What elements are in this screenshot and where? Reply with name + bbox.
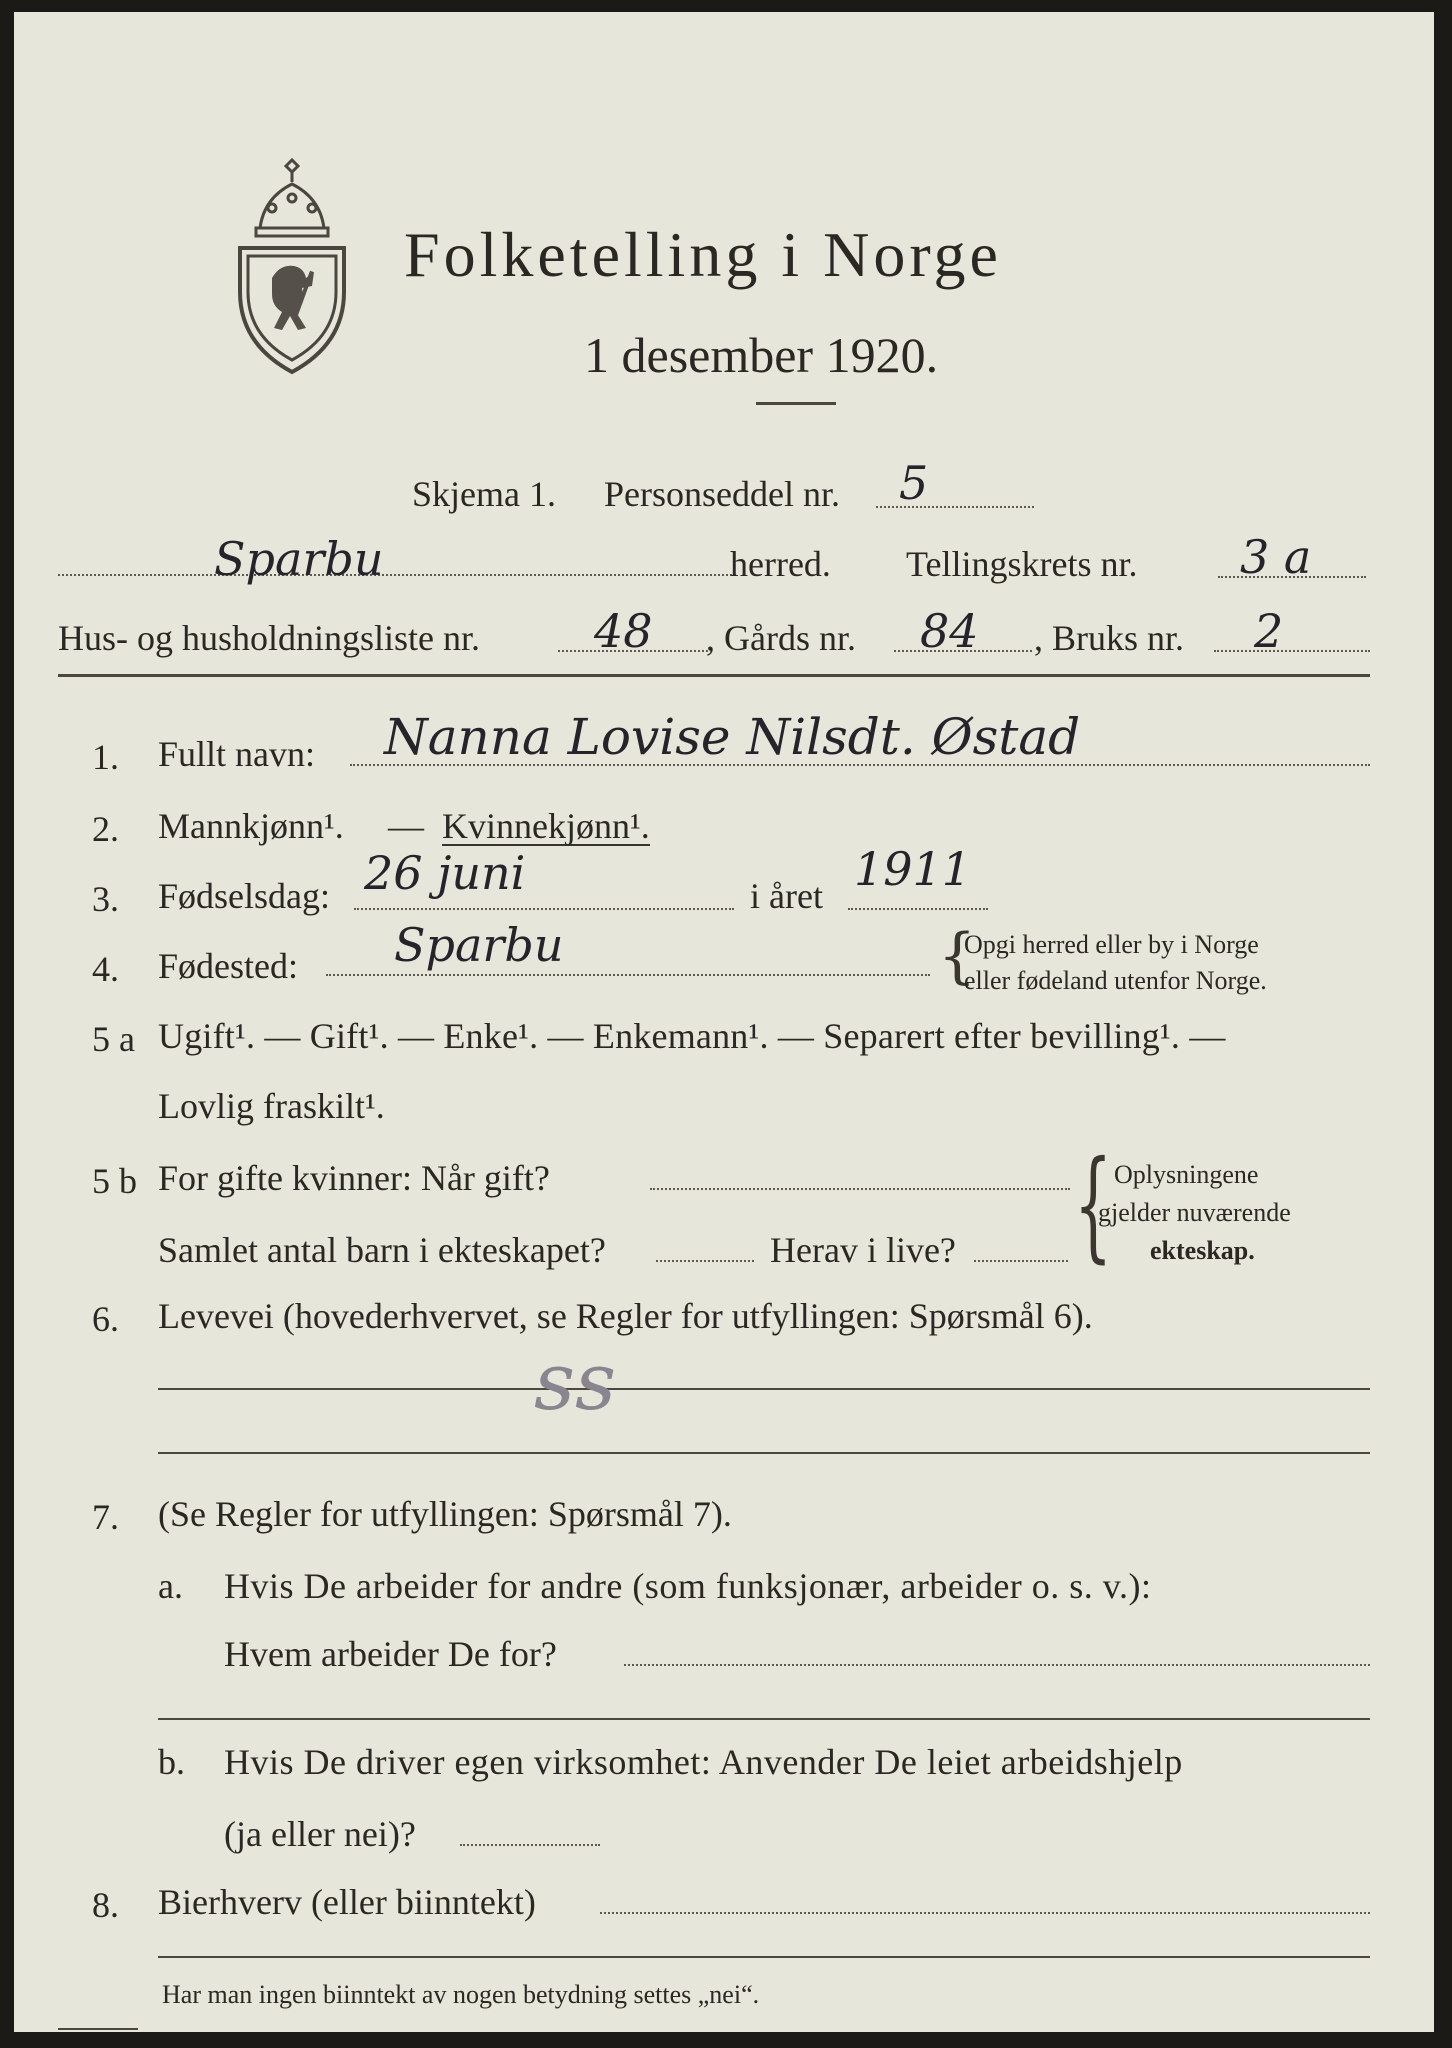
- herred-value: Sparbu: [214, 532, 384, 586]
- q4-note-line-2: eller fødeland utenfor Norge.: [964, 966, 1267, 995]
- form-date: 1 desember 1920.: [584, 327, 939, 383]
- q2-dash: —: [388, 806, 424, 846]
- personseddel-value: 5: [899, 456, 929, 510]
- children-field[interactable]: [656, 1260, 754, 1262]
- employer-line-2[interactable]: [158, 1718, 1370, 1720]
- alive-field[interactable]: [974, 1260, 1068, 1262]
- census-form: [14, 12, 1434, 2032]
- birth-year-value: 1911: [854, 842, 972, 896]
- female-option-underlined[interactable]: Kvinnekjønn¹.: [442, 806, 650, 846]
- q7a-sub-label: Hvem arbeider De for?: [224, 1634, 557, 1674]
- q3-label: Fødselsdag:: [158, 876, 331, 916]
- q6-label: Levevei (hovederhvervet, se Regler for utfyllingen: Spørsmål 6).: [158, 1296, 1093, 1336]
- married-when-label: For gifte kvinner: Når gift?: [158, 1158, 550, 1198]
- q7-number: 7.: [92, 1497, 119, 1537]
- herred-field[interactable]: [58, 574, 736, 576]
- form-title: Folketelling i Norge: [404, 219, 1002, 290]
- q2-number: 2.: [92, 809, 119, 849]
- herred-label: herred.: [730, 544, 831, 584]
- q8-label: Bierhverv (eller biinntekt): [158, 1882, 536, 1922]
- header-rule: [58, 674, 1370, 677]
- birthplace-value: Sparbu: [394, 918, 564, 972]
- q7a-letter: a.: [158, 1566, 183, 1606]
- divorced-option[interactable]: Lovlig fraskilt¹.: [158, 1086, 385, 1126]
- footer-note: Har man ingen biinntekt av nogen betydning settes „nei“.: [162, 1980, 760, 2009]
- skjema-label: Skjema 1.: [412, 474, 556, 514]
- personseddel-label: Personseddel nr.: [604, 474, 840, 514]
- side-income-field[interactable]: [600, 1912, 1370, 1914]
- occupation-line-1[interactable]: [158, 1388, 1370, 1390]
- q5b-number: 5 b: [92, 1161, 137, 1201]
- q1-label: Fullt navn:: [158, 734, 316, 774]
- hus-value: 48: [594, 604, 653, 658]
- q4-brace: {: [938, 921, 977, 991]
- q5b-brace: {: [1074, 1136, 1113, 1275]
- male-option[interactable]: Mannkjønn¹.: [158, 806, 344, 846]
- q7b-label: Hvis De driver egen virksomhet: Anvender De leiet arbeidshjelp: [224, 1742, 1183, 1782]
- q5b-note-line-1: Oplysningene: [1114, 1160, 1259, 1189]
- civil-status-options[interactable]: Ugift¹. — Gift¹. — Enke¹. — Enkemann¹. — Separert efter bevilling¹. —: [158, 1016, 1226, 1056]
- norwegian-coat-of-arms-icon: [226, 158, 358, 378]
- bruks-value: 2: [1254, 604, 1284, 658]
- q7b-sub-label: (ja eller nei)?: [224, 1814, 416, 1854]
- q5b-note-line-3: ekteskap.: [1150, 1236, 1255, 1265]
- q5a-number: 5 a: [92, 1019, 135, 1059]
- birthday-field[interactable]: [354, 908, 734, 910]
- tellingskrets-label: Tellingskrets nr.: [906, 544, 1138, 584]
- gards-label: , Gårds nr.: [706, 618, 856, 658]
- q7-label: (Se Regler for utfyllingen: Spørsmål 7).: [158, 1494, 732, 1534]
- q4-note-line-1: Opgi herred eller by i Norge: [964, 930, 1259, 959]
- q5b-note-line-2: gjelder nuværende: [1098, 1198, 1291, 1227]
- q3-number: 3.: [92, 879, 119, 919]
- birthplace-field[interactable]: [326, 974, 930, 976]
- bruks-label: , Bruks nr.: [1034, 618, 1185, 658]
- hus-label: Hus- og husholdningsliste nr.: [58, 618, 481, 658]
- birthday-value: 26 juni: [364, 846, 526, 900]
- q4-number: 4.: [92, 949, 119, 989]
- bruks-field[interactable]: [1214, 650, 1370, 652]
- tellingskrets-value: 3 a: [1240, 530, 1312, 584]
- side-income-line-2[interactable]: [158, 1956, 1370, 1958]
- married-when-field[interactable]: [650, 1188, 1070, 1190]
- q7b-letter: b.: [158, 1742, 185, 1782]
- employer-field[interactable]: [624, 1664, 1370, 1666]
- occupation-line-2[interactable]: [158, 1452, 1370, 1454]
- q8-number: 8.: [92, 1885, 119, 1925]
- hired-help-field[interactable]: [460, 1844, 600, 1846]
- title-divider: [756, 402, 836, 405]
- gards-value: 84: [920, 604, 979, 658]
- birth-year-field[interactable]: [848, 908, 988, 910]
- q6-number: 6.: [92, 1299, 119, 1339]
- q4-label: Fødested:: [158, 946, 298, 986]
- occupation-value: ss: [534, 1335, 617, 1428]
- alive-label: Herav i live?: [770, 1230, 956, 1270]
- full-name-value: Nanna Lovise Nilsdt. Østad: [384, 708, 1081, 766]
- q7a-label: Hvis De arbeider for andre (som funksjonær, arbeider o. s. v.):: [224, 1566, 1152, 1606]
- children-label: Samlet antal barn i ekteskapet?: [158, 1230, 606, 1270]
- q1-number: 1.: [92, 737, 119, 777]
- footer-rule: [58, 2028, 138, 2030]
- year-label: i året: [750, 876, 823, 916]
